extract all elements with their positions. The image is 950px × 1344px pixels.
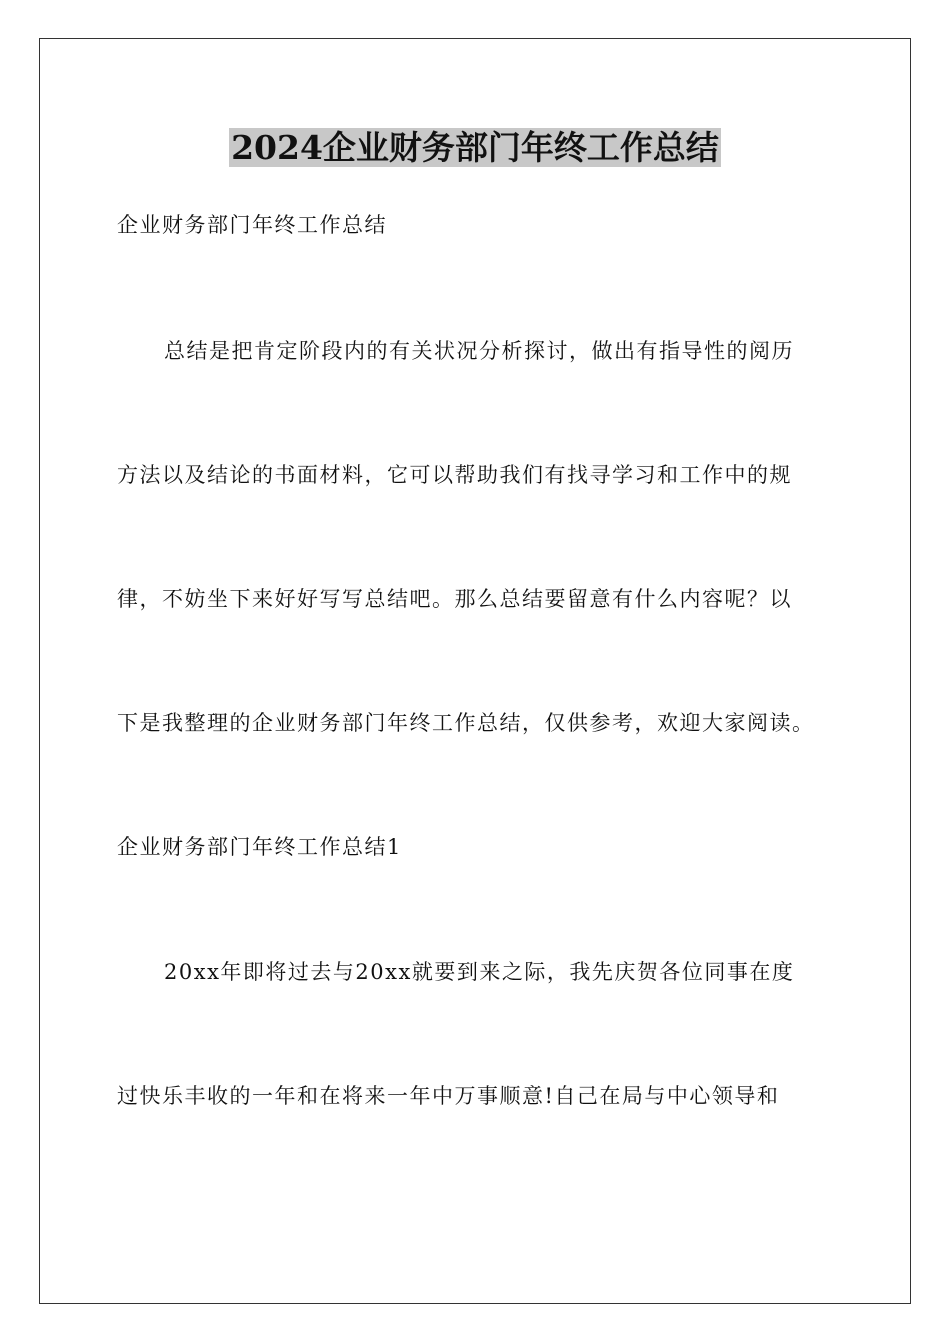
intro-line: 总结是把肯定阶段内的有关状况分析探讨，做出有指导性的阅历: [164, 339, 794, 363]
intro-line: 下是我整理的企业财务部门年终工作总结，仅供参考，欢迎大家阅读。: [117, 711, 815, 735]
document-title: [0, 126, 950, 170]
intro-line: 方法以及结论的书面材料，它可以帮助我们有找寻学习和工作中的规: [117, 463, 792, 487]
intro-line: 律，不妨坐下来好好写写总结吧。那么总结要留意有什么内容呢？以: [117, 587, 792, 611]
section-body-line: 过快乐丰收的一年和在将来一年中万事顺意!自己在局与中心领导和: [117, 1084, 780, 1108]
section-body-line: 20xx年即将过去与20xx就要到来之际，我先庆贺各位同事在度: [164, 960, 795, 984]
document-title-text: 2024企业财务部门年终工作总结: [231, 128, 719, 167]
section-heading: 企业财务部门年终工作总结1: [117, 835, 402, 859]
document-subtitle: 企业财务部门年终工作总结: [117, 213, 387, 237]
